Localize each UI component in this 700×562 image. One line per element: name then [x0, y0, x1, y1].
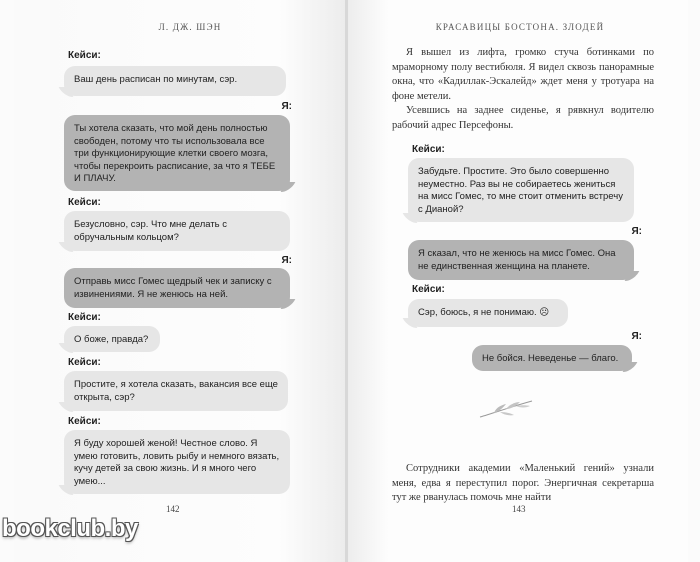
message-speaker: Я:: [281, 101, 292, 112]
message-speaker: Кейси:: [68, 416, 101, 427]
chat-bubble-incoming: Простите, я хотела сказать, вакансия все еще открыта, сэр?: [64, 371, 288, 411]
right-running-head: КРАСАВИЦЫ БОСТОНА. ЗЛОДЕЙ: [435, 22, 605, 32]
paragraph: Усевшись на заднее сиденье, я рявкнул водителю рабочий адрес Персефоны.: [392, 105, 654, 131]
chat-bubble-incoming: Ваш день расписан по минутам, сэр.: [64, 66, 286, 96]
left-running-head: Л. ДЖ. ШЭН: [158, 22, 222, 32]
watermark-logo: bookclub.by: [2, 515, 138, 542]
message-speaker: Кейси:: [68, 197, 101, 208]
message-speaker: Кейси:: [412, 144, 445, 155]
chat-bubble-outgoing: Отправь мисс Гомес щедрый чек и записку с извинениями. Я не женюсь на ней.: [64, 268, 290, 308]
paragraph: Я вышел из лифта, громко стуча ботинками по мраморному полу вестибюля. Я видел сквозь панорамные окна, что «Кадиллак-Эскалейд» ждет меня у тротуара на фоне метели.: [392, 47, 654, 102]
closing-text: [392, 462, 654, 506]
chat-bubble-outgoing: Не бойся. Неведенье — благо.: [472, 345, 632, 371]
message-speaker: Кейси:: [412, 284, 445, 295]
chat-bubble-incoming: Я буду хорошей женой! Честное слово. Я умею готовить, ловить рыбу и немного вязать, кучу детей за свою жизнь. И я много чего умею...: [64, 430, 290, 494]
chat-bubble-incoming: Забудьте. Простите. Это было совершенно неуместно. Раз вы не собираетесь жениться на мисс Гомес, то мне стоит отменить встречу с Дианой?: [408, 158, 634, 222]
message-speaker: Кейси:: [68, 50, 101, 61]
chat-bubble-incoming: О боже, правда?: [64, 326, 160, 352]
message-speaker: Я:: [631, 226, 642, 237]
chat-bubble-outgoing: Ты хотела сказать, что мой день полностью свободен, потому что ты использовала все три функционирующие клетки своего мозга, чтобы перекроить расписание, за что я ТЕБЕ И ПЛАЧУ.: [64, 115, 290, 191]
paragraph: Сотрудники академии «Маленький гений» узнали меня, едва я переступил порог. Энергичная секретарша тут же рванулась помочь мне найти: [392, 463, 654, 503]
message-speaker: Я:: [281, 255, 292, 266]
chat-bubble-outgoing: Я сказал, что не женюсь на мисс Гомес. Она не единственная женщина на планете.: [408, 240, 634, 280]
chat-bubble-incoming: Безусловно, сэр. Что мне делать с обручальным кольцом?: [64, 211, 290, 251]
message-speaker: Кейси:: [68, 312, 101, 323]
left-page-number: 142: [166, 504, 180, 514]
right-page-number: 143: [512, 504, 526, 514]
chat-bubble-incoming: Сэр, боюсь, я не понимаю. ☹: [408, 299, 568, 327]
intro-text: [392, 46, 654, 133]
leaf-ornament-icon: [476, 395, 536, 423]
message-speaker: Я:: [631, 331, 642, 342]
message-speaker: Кейси:: [68, 357, 101, 368]
